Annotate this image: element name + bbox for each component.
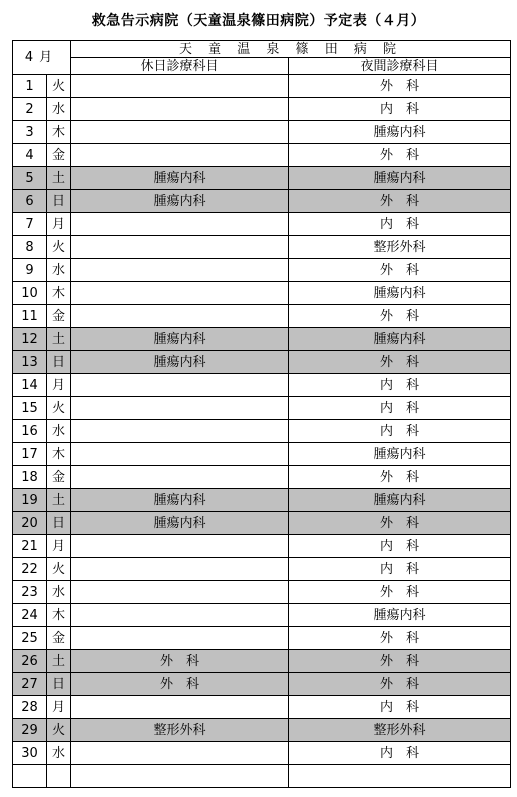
table-row	[13, 397, 511, 420]
day-number-cell: 18	[13, 466, 47, 489]
holiday-department-cell	[71, 466, 289, 489]
day-number-cell: 12	[13, 328, 47, 351]
blank-cell	[71, 765, 289, 788]
header-row-columns	[13, 58, 511, 75]
day-number-cell: 16	[13, 420, 47, 443]
holiday-column-header: 休日診療科目	[71, 58, 289, 75]
day-number-cell: 17	[13, 443, 47, 466]
night-department-cell: 内 科	[289, 535, 511, 558]
night-department-cell: 外 科	[289, 144, 511, 167]
table-row	[13, 627, 511, 650]
weekday-cell: 火	[47, 397, 71, 420]
night-department-cell: 腫瘍内科	[289, 489, 511, 512]
night-department-cell: 外 科	[289, 259, 511, 282]
day-number-cell: 7	[13, 213, 47, 236]
night-department-cell: 腫瘍内科	[289, 443, 511, 466]
holiday-department-cell: 腫瘍内科	[71, 351, 289, 374]
day-number-cell: 4	[13, 144, 47, 167]
night-department-cell: 外 科	[289, 627, 511, 650]
day-number-cell: 8	[13, 236, 47, 259]
weekday-cell: 金	[47, 144, 71, 167]
holiday-department-cell: 整形外科	[71, 719, 289, 742]
night-department-cell: 内 科	[289, 420, 511, 443]
holiday-department-cell	[71, 535, 289, 558]
table-row	[13, 213, 511, 236]
weekday-cell: 金	[47, 305, 71, 328]
weekday-cell: 日	[47, 351, 71, 374]
holiday-department-cell: 外 科	[71, 673, 289, 696]
table-row	[13, 75, 511, 98]
table-row	[13, 696, 511, 719]
holiday-department-cell	[71, 213, 289, 236]
weekday-cell: 火	[47, 236, 71, 259]
weekday-cell: 月	[47, 213, 71, 236]
holiday-department-cell: 腫瘍内科	[71, 489, 289, 512]
day-number-cell: 9	[13, 259, 47, 282]
table-row	[13, 443, 511, 466]
holiday-department-cell	[71, 420, 289, 443]
weekday-cell: 木	[47, 121, 71, 144]
blank-cell	[289, 765, 511, 788]
table-row	[13, 420, 511, 443]
night-department-cell: 内 科	[289, 213, 511, 236]
night-department-cell: 整形外科	[289, 719, 511, 742]
holiday-department-cell	[71, 604, 289, 627]
weekday-cell: 水	[47, 581, 71, 604]
night-department-cell: 腫瘍内科	[289, 604, 511, 627]
table-row	[13, 190, 511, 213]
weekday-cell: 土	[47, 167, 71, 190]
holiday-department-cell	[71, 581, 289, 604]
day-number-cell: 29	[13, 719, 47, 742]
night-department-cell: 外 科	[289, 650, 511, 673]
table-row	[13, 328, 511, 351]
holiday-department-cell: 腫瘍内科	[71, 328, 289, 351]
table-row	[13, 650, 511, 673]
day-number-cell: 30	[13, 742, 47, 765]
day-number-cell: 3	[13, 121, 47, 144]
holiday-department-cell: 腫瘍内科	[71, 190, 289, 213]
holiday-department-cell	[71, 558, 289, 581]
table-row	[13, 236, 511, 259]
weekday-cell: 土	[47, 328, 71, 351]
hospital-name-header: 天 童 温 泉 篠 田 病 院	[71, 41, 511, 58]
holiday-department-cell	[71, 374, 289, 397]
day-number-cell: 11	[13, 305, 47, 328]
weekday-cell: 日	[47, 190, 71, 213]
day-number-cell: 5	[13, 167, 47, 190]
night-department-cell: 内 科	[289, 742, 511, 765]
table-row	[13, 374, 511, 397]
night-department-cell: 外 科	[289, 351, 511, 374]
night-department-cell: 整形外科	[289, 236, 511, 259]
day-number-cell: 13	[13, 351, 47, 374]
night-department-cell: 腫瘍内科	[289, 328, 511, 351]
table-row	[13, 167, 511, 190]
weekday-cell: 金	[47, 627, 71, 650]
table-row	[13, 144, 511, 167]
month-header: 4月	[13, 41, 71, 75]
table-row	[13, 719, 511, 742]
weekday-cell: 火	[47, 558, 71, 581]
night-department-cell: 外 科	[289, 581, 511, 604]
day-number-cell: 14	[13, 374, 47, 397]
day-number-cell: 26	[13, 650, 47, 673]
page-title: 救急告示病院（天童温泉篠田病院）予定表（４月）	[91, 13, 426, 29]
holiday-department-cell	[71, 259, 289, 282]
table-row	[13, 489, 511, 512]
night-department-cell: 内 科	[289, 558, 511, 581]
table-row	[13, 121, 511, 144]
night-department-cell: 腫瘍内科	[289, 282, 511, 305]
table-row	[13, 512, 511, 535]
table-row	[13, 351, 511, 374]
weekday-cell: 木	[47, 282, 71, 305]
table-row	[13, 98, 511, 121]
weekday-cell: 金	[47, 466, 71, 489]
weekday-cell: 土	[47, 650, 71, 673]
night-department-cell: 外 科	[289, 305, 511, 328]
schedule-body	[13, 75, 511, 788]
blank-cell	[47, 765, 71, 788]
night-department-cell: 内 科	[289, 696, 511, 719]
holiday-department-cell	[71, 144, 289, 167]
holiday-department-cell	[71, 236, 289, 259]
weekday-cell: 月	[47, 535, 71, 558]
table-row	[13, 581, 511, 604]
weekday-cell: 月	[47, 374, 71, 397]
day-number-cell: 22	[13, 558, 47, 581]
night-department-cell: 内 科	[289, 374, 511, 397]
day-number-cell: 21	[13, 535, 47, 558]
holiday-department-cell	[71, 98, 289, 121]
night-department-cell: 外 科	[289, 673, 511, 696]
day-number-cell: 6	[13, 190, 47, 213]
day-number-cell: 27	[13, 673, 47, 696]
day-number-cell: 23	[13, 581, 47, 604]
weekday-cell: 日	[47, 673, 71, 696]
weekday-cell: 木	[47, 604, 71, 627]
table-row	[13, 604, 511, 627]
holiday-department-cell: 腫瘍内科	[71, 167, 289, 190]
holiday-department-cell	[71, 75, 289, 98]
night-department-cell: 外 科	[289, 190, 511, 213]
night-department-cell: 外 科	[289, 75, 511, 98]
table-row	[13, 535, 511, 558]
holiday-department-cell	[71, 742, 289, 765]
weekday-cell: 水	[47, 742, 71, 765]
holiday-department-cell	[71, 397, 289, 420]
weekday-cell: 火	[47, 719, 71, 742]
table-row	[13, 558, 511, 581]
night-department-cell: 外 科	[289, 466, 511, 489]
table-row	[13, 305, 511, 328]
day-number-cell: 20	[13, 512, 47, 535]
blank-cell	[13, 765, 47, 788]
table-row	[13, 673, 511, 696]
weekday-cell: 水	[47, 98, 71, 121]
blank-row	[13, 765, 511, 788]
day-number-cell: 25	[13, 627, 47, 650]
holiday-department-cell	[71, 627, 289, 650]
night-column-header: 夜間診療科目	[289, 58, 511, 75]
table-row	[13, 282, 511, 305]
table-row	[13, 259, 511, 282]
day-number-cell: 2	[13, 98, 47, 121]
weekday-cell: 木	[47, 443, 71, 466]
header-row-hospital	[13, 41, 511, 58]
holiday-department-cell	[71, 121, 289, 144]
schedule-table	[12, 40, 511, 788]
day-number-cell: 19	[13, 489, 47, 512]
night-department-cell: 腫瘍内科	[289, 121, 511, 144]
holiday-department-cell	[71, 443, 289, 466]
night-department-cell: 外 科	[289, 512, 511, 535]
holiday-department-cell	[71, 305, 289, 328]
holiday-department-cell: 外 科	[71, 650, 289, 673]
weekday-cell: 水	[47, 259, 71, 282]
weekday-cell: 月	[47, 696, 71, 719]
weekday-cell: 土	[47, 489, 71, 512]
day-number-cell: 10	[13, 282, 47, 305]
table-row	[13, 742, 511, 765]
weekday-cell: 日	[47, 512, 71, 535]
holiday-department-cell: 腫瘍内科	[71, 512, 289, 535]
day-number-cell: 1	[13, 75, 47, 98]
day-number-cell: 15	[13, 397, 47, 420]
weekday-cell: 水	[47, 420, 71, 443]
table-row	[13, 466, 511, 489]
night-department-cell: 腫瘍内科	[289, 167, 511, 190]
holiday-department-cell	[71, 696, 289, 719]
night-department-cell: 内 科	[289, 98, 511, 121]
night-department-cell: 内 科	[289, 397, 511, 420]
day-number-cell: 28	[13, 696, 47, 719]
weekday-cell: 火	[47, 75, 71, 98]
day-number-cell: 24	[13, 604, 47, 627]
holiday-department-cell	[71, 282, 289, 305]
